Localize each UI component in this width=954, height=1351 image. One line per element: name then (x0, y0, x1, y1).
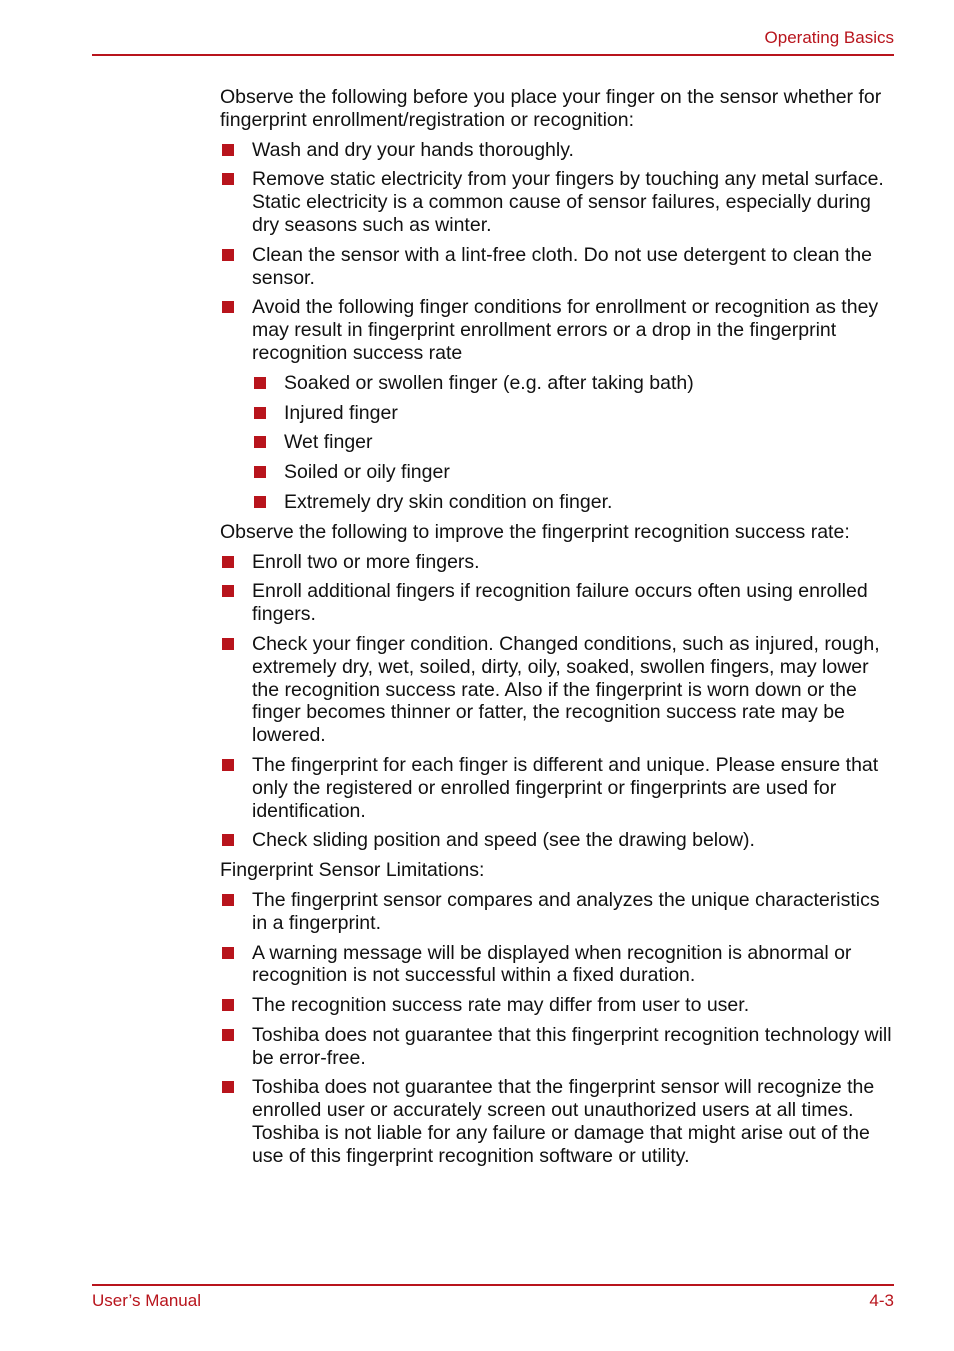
sub-list-item-text: Wet finger (284, 431, 373, 454)
square-bullet-icon (222, 1081, 234, 1093)
list-item-text: Toshiba does not guarantee that the fingerprint sensor will recognize the enrolled user or accurately screen out unauthorized users at all times. Toshiba is not liable for any failure or damage that might arise out of the use of this fingerprint recognition software or utility. (252, 1076, 875, 1167)
list-item (220, 168, 894, 236)
footer-divider (92, 1284, 894, 1286)
list-item (220, 889, 894, 935)
square-bullet-icon (254, 496, 266, 508)
square-bullet-icon (222, 173, 234, 185)
sub-list-item-text: Soiled or oily finger (284, 461, 450, 484)
header-divider (92, 54, 894, 56)
sub-list-item (220, 431, 894, 454)
list-item (220, 139, 894, 162)
list-item-text: The recognition success rate may differ from user to user. (252, 994, 750, 1017)
page-number: 4-3 (869, 1291, 894, 1310)
list-item-text: Avoid the following finger conditions for enrollment or recognition as they may result in fingerprint enrollment errors or a drop in the fingerprint recognition success rate (252, 296, 879, 364)
list-item-text: Remove static electricity from your fingers by touching any metal surface. Static electricity is a common cause of sensor failures, especially during dry seasons such as winter. (252, 168, 884, 236)
sub-list-item (220, 372, 894, 395)
square-bullet-icon (254, 436, 266, 448)
sub-list-item (220, 402, 894, 425)
list-item-text: Clean the sensor with a lint-free cloth. Do not use detergent to clean the sensor. (252, 243, 873, 289)
list-item (220, 580, 894, 626)
intro-paragraph: Observe the following before you place your finger on the sensor whether for fingerprint enrollment/registration or recognition: (220, 86, 882, 131)
square-bullet-icon (222, 638, 234, 650)
square-bullet-icon (222, 1029, 234, 1041)
list-item (220, 1076, 894, 1167)
list-item-text: Enroll two or more fingers. (252, 550, 480, 573)
list-item (220, 551, 894, 574)
square-bullet-icon (222, 759, 234, 771)
square-bullet-icon (222, 556, 234, 568)
square-bullet-icon (222, 999, 234, 1011)
square-bullet-icon (222, 894, 234, 906)
list-item (220, 244, 894, 290)
page-body (220, 86, 894, 1175)
square-bullet-icon (222, 834, 234, 846)
square-bullet-icon (222, 585, 234, 597)
list-item-text: Toshiba does not guarantee that this fingerprint recognition technology will be error-free. (252, 1023, 892, 1069)
list-item (220, 1024, 894, 1070)
running-header: Operating Basics (764, 28, 894, 47)
list-item-text: A warning message will be displayed when recognition is abnormal or recognition is not successful within a fixed duration. (252, 941, 852, 987)
list-item (220, 296, 894, 364)
square-bullet-icon (222, 144, 234, 156)
square-bullet-icon (254, 377, 266, 389)
list-item (220, 633, 894, 747)
footer-manual-title: User’s Manual (92, 1291, 201, 1310)
sub-list-item-text: Extremely dry skin condition on finger. (284, 490, 613, 513)
sub-list-item (220, 461, 894, 484)
list-item (220, 942, 894, 988)
intro-paragraph: Fingerprint Sensor Limitations: (220, 859, 485, 882)
square-bullet-icon (222, 301, 234, 313)
intro-paragraph: Observe the following to improve the fingerprint recognition success rate: (220, 520, 850, 543)
square-bullet-icon (254, 466, 266, 478)
square-bullet-icon (254, 407, 266, 419)
list-item-text: Wash and dry your hands thoroughly. (252, 138, 574, 161)
square-bullet-icon (222, 947, 234, 959)
list-item-text: The fingerprint for each finger is different and unique. Please ensure that only the registered or enrolled fingerprint or fingerprints are used for identification. (252, 753, 879, 822)
list-item-text: Check your finger condition. Changed conditions, such as injured, rough, extremely dry, wet, soiled, dirty, oily, soaked, swollen fingers, may lower the recognition success rate. Also if the fingerprint is worn down or the finger becomes thinner or fatter, the recognition success rate may be lowered. (252, 632, 880, 747)
sub-list-item (220, 491, 894, 514)
list-item (220, 994, 894, 1017)
list-item (220, 829, 894, 852)
sub-list-item-text: Soaked or swollen finger (e.g. after taking bath) (284, 371, 694, 394)
list-item (220, 754, 894, 822)
square-bullet-icon (222, 249, 234, 261)
list-item-text: Enroll additional fingers if recognition failure occurs often using enrolled fingers. (252, 580, 868, 626)
sub-list-item-text: Injured finger (284, 401, 398, 424)
list-item-text: Check sliding position and speed (see the drawing below). (252, 829, 755, 852)
list-item-text: The fingerprint sensor compares and analyzes the unique characteristics in a fingerprint. (252, 888, 880, 934)
